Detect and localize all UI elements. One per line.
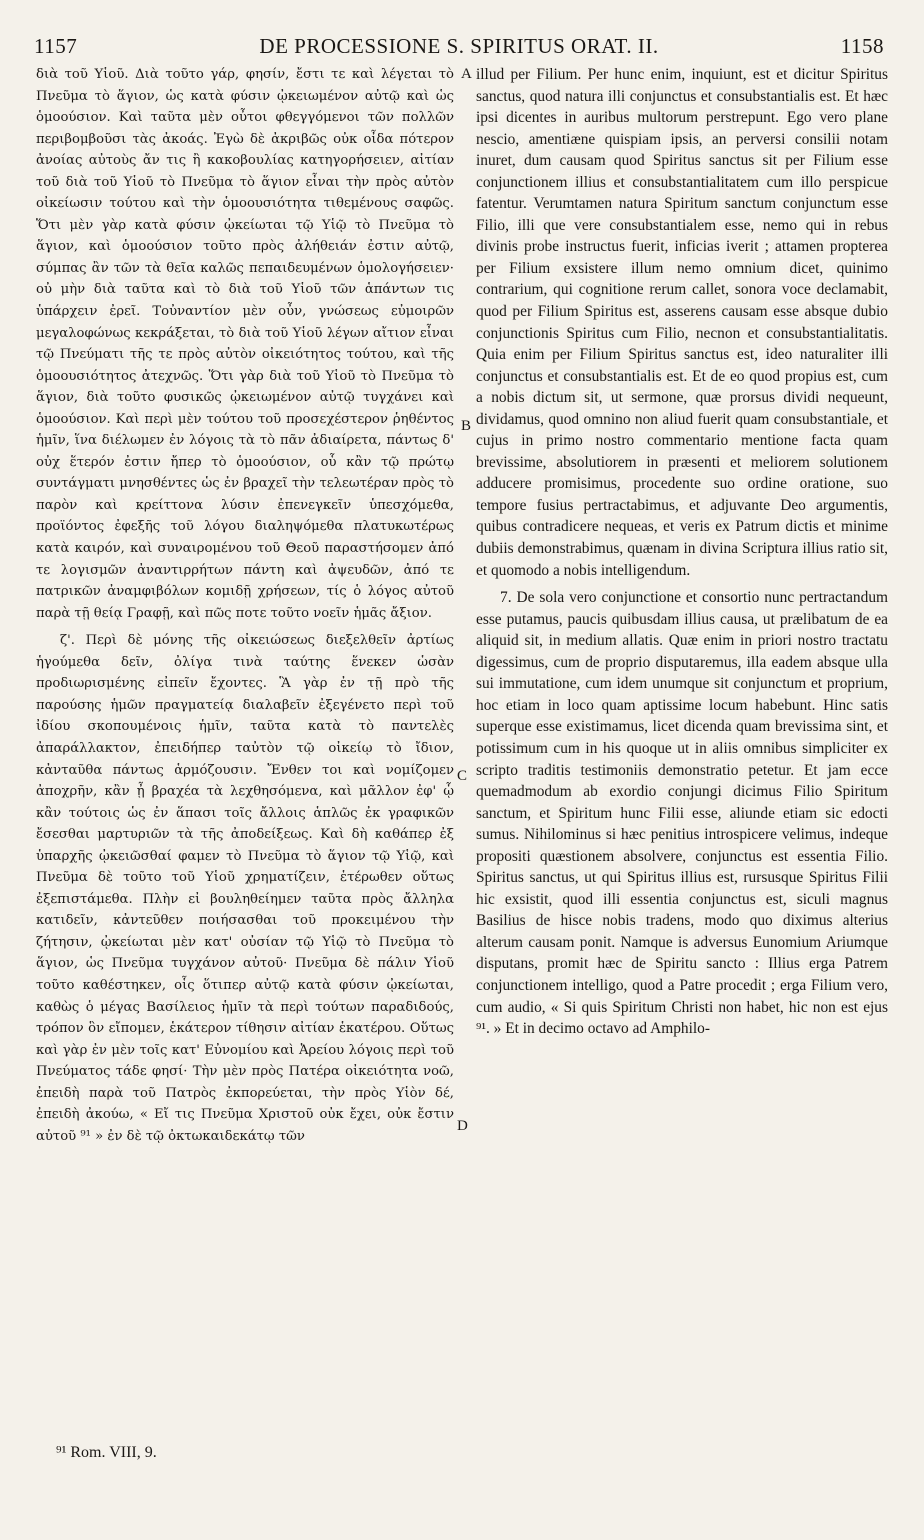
section-marker-a: A xyxy=(461,66,472,82)
section-marker-b: B xyxy=(461,418,472,434)
section-marker-c: C xyxy=(457,768,468,784)
greek-column xyxy=(36,64,454,1147)
latin-paragraph-1: illud per Filium. Per hunc enim, inquiunt, est et dicitur Spiritus sanctus, quod natura illi conjunctus et consubstantialis est. Et hæc ipsi dicentes in auribus multorum perstrepunt. Ego vero plane nescio, amentiæne quispiam ipsis, an perversi consilii notam inuret, dum causam quod Spiritus sanctus sit per Filium esse conjunctionem illius et consubstantialitatem cum illo perspicue fatentur. Verumtamen natura Spiritum sanctum conjunctum esse Filio, illi que vere consubstantialem esse, nemo qui in rebus divinis probe instructus fuerit, inficias iverit ; attamen propterea per Filium exsistere illum nemo omnium dicet, quinimo contrarium, qui cognitione rerum callet, sonora voce declamabit, quod per Filium Spiritus est, asserens causam esse absque dubio conjunctionis Spiritus cum Filio, necnon et consubstantialitatis. Quia enim per Filium Spiritus sanctus est, ideo naturaliter illi conjunctus et consubstantialis est. Et de eo quod propius est, cum a nobis dictum sit, ut sermone, quæ prorsus dividi nequeunt, dividamus, quod omnino non aliud fuerit quam consubstantiale, et cujus in primo nostro commentario mentione facta quam brevissime, absolutiorem in præsenti et meliorem solutionem adducere promisimus, procedente suo ordine oratione, suo tempore fusius pertractabimus, et adjuvante Deo argumentis, quibus contradicere nequeas, et veris ex Patrum dictis et minime dubiis demonstrabimus, quænam in divina Scriptura illius ratio sit, et quomodo a nobis intelligendum. xyxy=(476,66,888,579)
latin-paragraph-2: 7. De sola vero conjunctione et consortio nunc pertractandum esse putamus, paucis quibusdam illius causa, ut prælibatum de ea aliquid sit, in medium allatis. Quæ enim in priori nostro tractatu digessimus, cum de proprio disputaremus, illa eadem absque ulla sui immutatione, cum idem unumque sit conjunctum et proprium, hoc etiam in loco quam aptissime locum habebunt. Hinc satis superque esse existimamus, licet dicenda quam brevissima sint, et potissimum cum in his quoque ut in aliis omnibus simpliciter ex scripto traditis testimoniis demonstratio petetur. Et jam ecce quemadmodum ab exordio conjungi dicimus Filio Spiritum sanctum, et Spiritum hunc Filii esse, aliunde etiam sic edocti sumus. Nihilominus si hæc penitius introspicere velimus, indeque propositi quæstionem absolvere, conjunctus est essentia Filio. Spiritus sanctus, ut qui Spiritus illius est, rursusque Spiritus Filii hic exsistit, quod illi essentia conjunctus est, siculi magnus Basilius de hisce nobis tradens, modo quo diximus alterius alterum causam ponit. Namque is adversus Eunomium Ariumque disputans, promit hæc de Spiritu sancto : Illius erga Patrem conjunctionem intelligo, quod a Patre procedit ; erga Filium vero, cum audio, « Si quis Spiritum Christi non habet, hic non est ejus ⁹¹. » Et in decimo octavo ad Amphilo- xyxy=(476,589,888,1038)
page-header xyxy=(34,34,884,60)
greek-paragraph-2: ζ'. Περὶ δὲ μόνης τῆς οἰκειώσεως διεξελθεῖν ἀρτίως ἡγούμεθα δεῖν, ὀλίγα τινὰ ταύτης ἕνεκεν ὡσὰν προδιωρισμένης εἰπεῖν ἔχοντες. Ἃ γὰρ ἐν τῇ πρὸ τῆς παρούσης ἡμῶν πραγματείᾳ διαλαβεῖν ἐξεγένετο περὶ τοῦ ἰδίου σκοπουμένοις ἡμῖν, ταῦτα κατὰ τὸ παντελὲς ἀπαράλλακτον, ἐπειδήπερ ταὐτὸν τῷ οἰκείῳ τὸ ἴδιον, κἀνταῦθα πάντως ἁρμόζουσιν. Ἔνθεν τοι καὶ νομίζομεν ἀποχρῆν, κἂν ᾖ βραχέα τὰ λεχθησόμενα, καὶ μᾶλλον ἐφ' ᾧ κἂν τούτοις ὡς ἐν ἅπασι τοῖς ἄλλοις ἁπλῶς ἐκ γραφικῶν ἔσεσθαι μαρτυριῶν τὰ τῆς ἀποδείξεως. Καὶ δὴ καθάπερ ἐξ ὑπαρχῆς ᾠκειῶσθαί φαμεν τὸ Πνεῦμα τὸ ἅγιον τῷ Υἱῷ, καὶ Πνεῦμα δὲ τοῦτο τοῦ Υἱοῦ χρηματίζειν, ἑτέρωθεν οὕτως ἐξεπιστάμεθα. Πλὴν εἰ βουληθείημεν ταῦτα πρὸς ἄλληλα κατιδεῖν, κἀντεῦθεν ποιήσασθαι τοῦ προκειμένου τὴν ζήτησιν, ᾠκείωται μὲν κατ' οὐσίαν τῷ Υἱῷ τὸ Πνεῦμα τὸ ἅγιον, ὡς Πνεῦμα τυγχάνον αὐτοῦ· Πνεῦμα δὲ πάλιν Υἱοῦ τοῦτο καθέστηκεν, οἷς ὅτιπερ αὐτῷ κατὰ φύσιν ᾠκείωται, καθὼς ὁ μέγας Βασίλειος ἡμῖν τὰ περὶ τούτων παραδιδούς, τρόπον ὃν εἴπομεν, ἑκάτερον τίθησιν αἰτίαν ἑκατέρου. Οὕτως καὶ γὰρ ἐν μὲν τοῖς κατ' Εὐνομίου καὶ Ἀρείου λόγοις περὶ τοῦ Πνεύματος τάδε φησί· Τὴν μὲν πρὸς Πατέρα οἰκειότητα νοῶ, ἐπειδὴ παρὰ τοῦ Πατρὸς ἐκπορεύεται, τὴν πρὸς Υἱὸν δέ, ἐπειδὴ ἀκούω, « Εἴ τις Πνεῦμα Χριστοῦ οὐκ ἔχει, οὐκ ἔστιν αὐτοῦ ⁹¹ » ἐν δὲ τῷ ὀκτωκαιδεκάτῳ τῶν xyxy=(36,633,454,1144)
page-number-left: 1157 xyxy=(34,34,78,58)
section-marker-d: D xyxy=(457,1118,468,1134)
footnote: ⁹¹ Rom. VIII, 9. xyxy=(56,1444,157,1461)
running-title: DE PROCESSIONE S. SPIRITUS ORAT. II. xyxy=(259,34,659,58)
page-number-right: 1158 xyxy=(840,34,884,58)
greek-paragraph-1: διὰ τοῦ Υἱοῦ. Διὰ τοῦτο γάρ, φησίν, ἔστι τε καὶ λέγεται τὸ Πνεῦμα τὸ ἅγιον, ὡς κατὰ φύσιν ᾠκειωμένον αὐτῷ καὶ ὡς ὁμοούσιον. Καὶ ταῦτα μὲν οὖτοι φθεγγόμενοι τῶν πολλῶν περιβομβοῦσι τὰς ἀκοάς. Ἐγὼ δὲ ἀκριβῶς οὐκ οἶδα πότερον ἀνοίας αὐτοὺς ἄν τις ἢ κακοβουλίας κατηγορήσειεν, αἰτίαν τοῦ διὰ τοῦ Υἱοῦ τὸ Πνεῦμα τὸ ἅγιον εἶναι τὴν πρὸς αὐτὸν οἰκείωσιν τούτου καὶ τὴν ὁμοουσιότητα τιθεμένους σαφῶς. Ὅτι μὲν γὰρ κατὰ φύσιν ᾠκείωται τῷ Υἱῷ τὸ Πνεῦμα τὸ ἅγιον, καὶ ὁμοούσιον τοῦτο πρὸς ἀλήθειάν ἐστιν αὐτῷ, σύμπας ἂν τῶν τὰ θεῖα καλῶς πεπαιδευμένων ὁμολογήσειεν· οὐ μὴν διὰ ταῦτα καὶ τὸ διὰ τοῦ Υἱοῦ τῶν ἁπάντων τις ὑπάρχειν ἐρεῖ. Τοὐναντίον μὲν οὖν, γνώσεως εὐμοιρῶν μεγαλοφώνως κεκράξεται, τὸ διὰ τοῦ Υἱοῦ λέγων αἴτιον εἶναι τῷ Πνεύματι τῆς τε πρὸς αὐτὸν οἰκειότητος τούτου, καὶ τῆς ὁμοουσιότητος ἀτεχνῶς. Ὅτι γὰρ διὰ τοῦ Υἱοῦ τὸ Πνεῦμα τὸ ἅγιον, διὰ τοῦτο φυσικῶς ᾠκειωμένον αὐτῷ τυγχάνει καὶ ὁμοούσιον. Καὶ περὶ μὲν τούτου τοῦ προσεχέστερον ῥηθέντος ἡμῖν, ἵνα διέλωμεν ἐν λόγοις τὰ τὸ πᾶν ἀδιαίρετα, πάντως δ' οὐχ ἕτερόν ἐστιν ἤπερ τὸ ὁμοούσιον, οὗ κἂν τῷ πρώτῳ συντάγματι μνησθέντες ὡς ἐν βραχεῖ τὴν τελεωτέραν πρὸς τὸ παρὸν καὶ κρείττονα λύσιν ἐπενεγκεῖν ὑπεσχόμεθα, προϊόντος ἐφεξῆς τοῦ λόγου διαληψόμεθα πλατυκωτέρως κατὰ καιρόν, καὶ συναιρομένου τοῦ Θεοῦ παραστήσομεν ἀπό τε λογισμῶν ἀναντιρρήτων πάντη καὶ ἀψευδῶν, ἀπό τε πατρικῶν ἀναμφιβόλων κομιδῇ χρήσεων, τίς ὁ λόγος αὐτοῦ παρὰ τῇ θείᾳ Γραφῇ, καὶ πῶς ποτε τοῦτο νοεῖν ἡμᾶς ἄξιον. xyxy=(36,67,454,621)
latin-column xyxy=(476,64,888,1040)
